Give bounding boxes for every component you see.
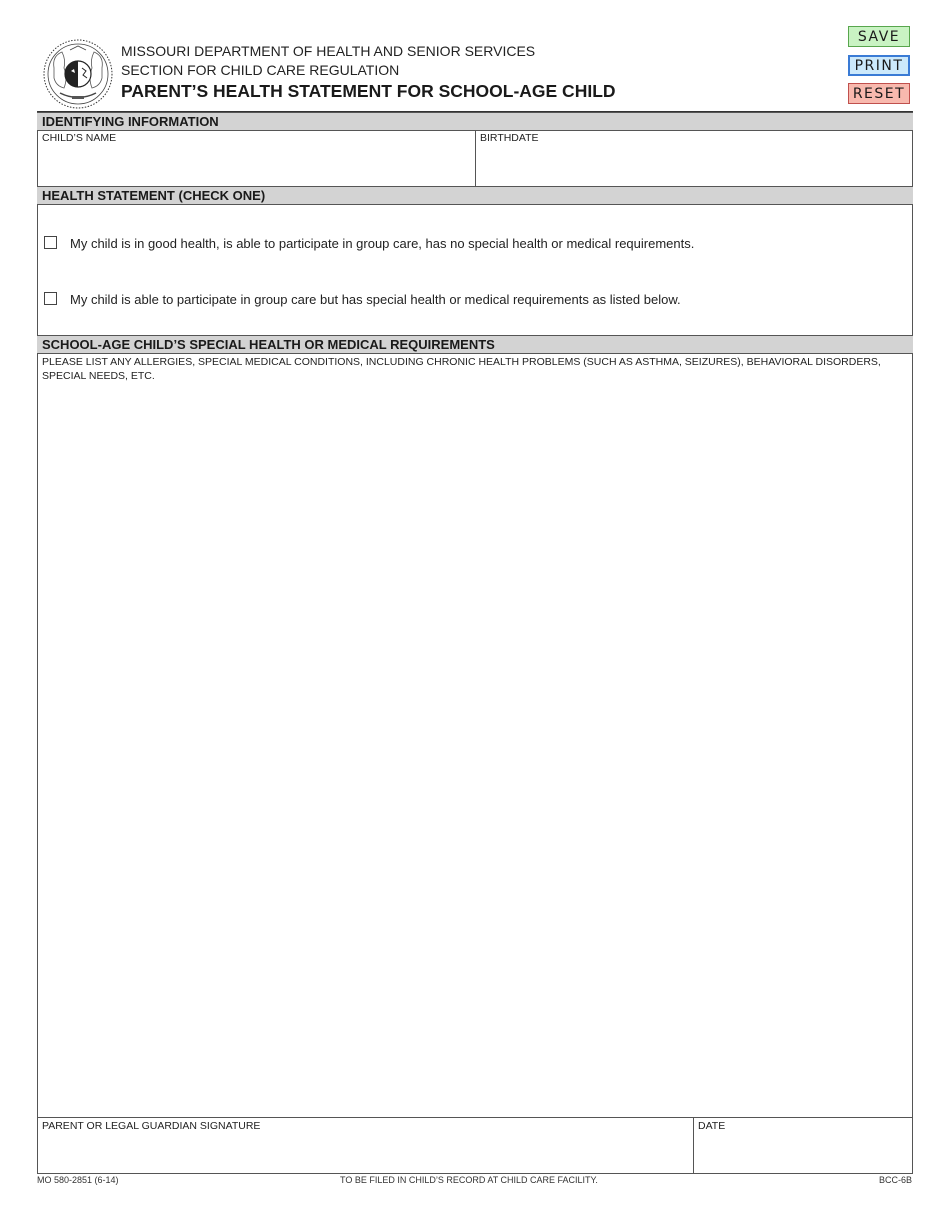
signature-date-divider [693,1117,694,1173]
form-code: BCC-6B [879,1175,913,1185]
signature-label: PARENT OR LEGAL GUARDIAN SIGNATURE [42,1120,261,1132]
reset-button[interactable]: RESET [848,83,910,104]
section-name: SECTION FOR CHILD CARE REGULATION [121,62,400,78]
special-requirements-heading: SCHOOL-AGE CHILD’S SPECIAL HEALTH OR MEDICAL REQUIREMENTS [37,335,913,354]
birthdate-input[interactable] [478,146,910,184]
identifying-information-heading: IDENTIFYING INFORMATION [37,112,913,131]
filing-note: TO BE FILED IN CHILD’S RECORD AT CHILD CARE FACILITY. [340,1175,598,1185]
birthdate-label: BIRTHDATE [480,132,539,144]
date-input[interactable] [696,1135,910,1171]
signature-row-divider [37,1117,913,1118]
agency-name: MISSOURI DEPARTMENT OF HEALTH AND SENIOR SERVICES [121,43,536,59]
special-requirements-checkbox[interactable] [44,292,57,305]
special-requirements-textarea[interactable] [40,386,910,1114]
good-health-checkbox[interactable] [44,236,57,249]
form-title: PARENT’S HEALTH STATEMENT FOR SCHOOL-AGE CHILD [121,81,616,101]
health-statement-heading: HEALTH STATEMENT (CHECK ONE) [37,186,913,205]
special-requirements-option-label: My child is able to participate in group care but has special health or medical requirements as listed below. [70,292,681,307]
childs-name-input[interactable] [40,146,472,184]
special-requirements-instructions: PLEASE LIST ANY ALLERGIES, SPECIAL MEDICAL CONDITIONS, INCLUDING CHRONIC HEALTH PROBLEMS (SUCH AS ASTHMA, SEIZURES), BEHAVIORAL DISORDERS, SPECIAL NEEDS, ETC. [42,356,881,382]
date-label: DATE [698,1120,726,1132]
print-button[interactable]: PRINT [848,55,910,76]
missouri-state-seal-icon [42,38,114,110]
save-button[interactable]: SAVE [848,26,910,47]
childs-name-label: CHILD’S NAME [42,132,117,144]
good-health-option-label: My child is in good health, is able to participate in group care, has no special health or medical requirements. [70,236,695,251]
name-birthdate-divider [475,130,476,186]
form-number: MO 580-2851 (6-14) [37,1175,119,1185]
